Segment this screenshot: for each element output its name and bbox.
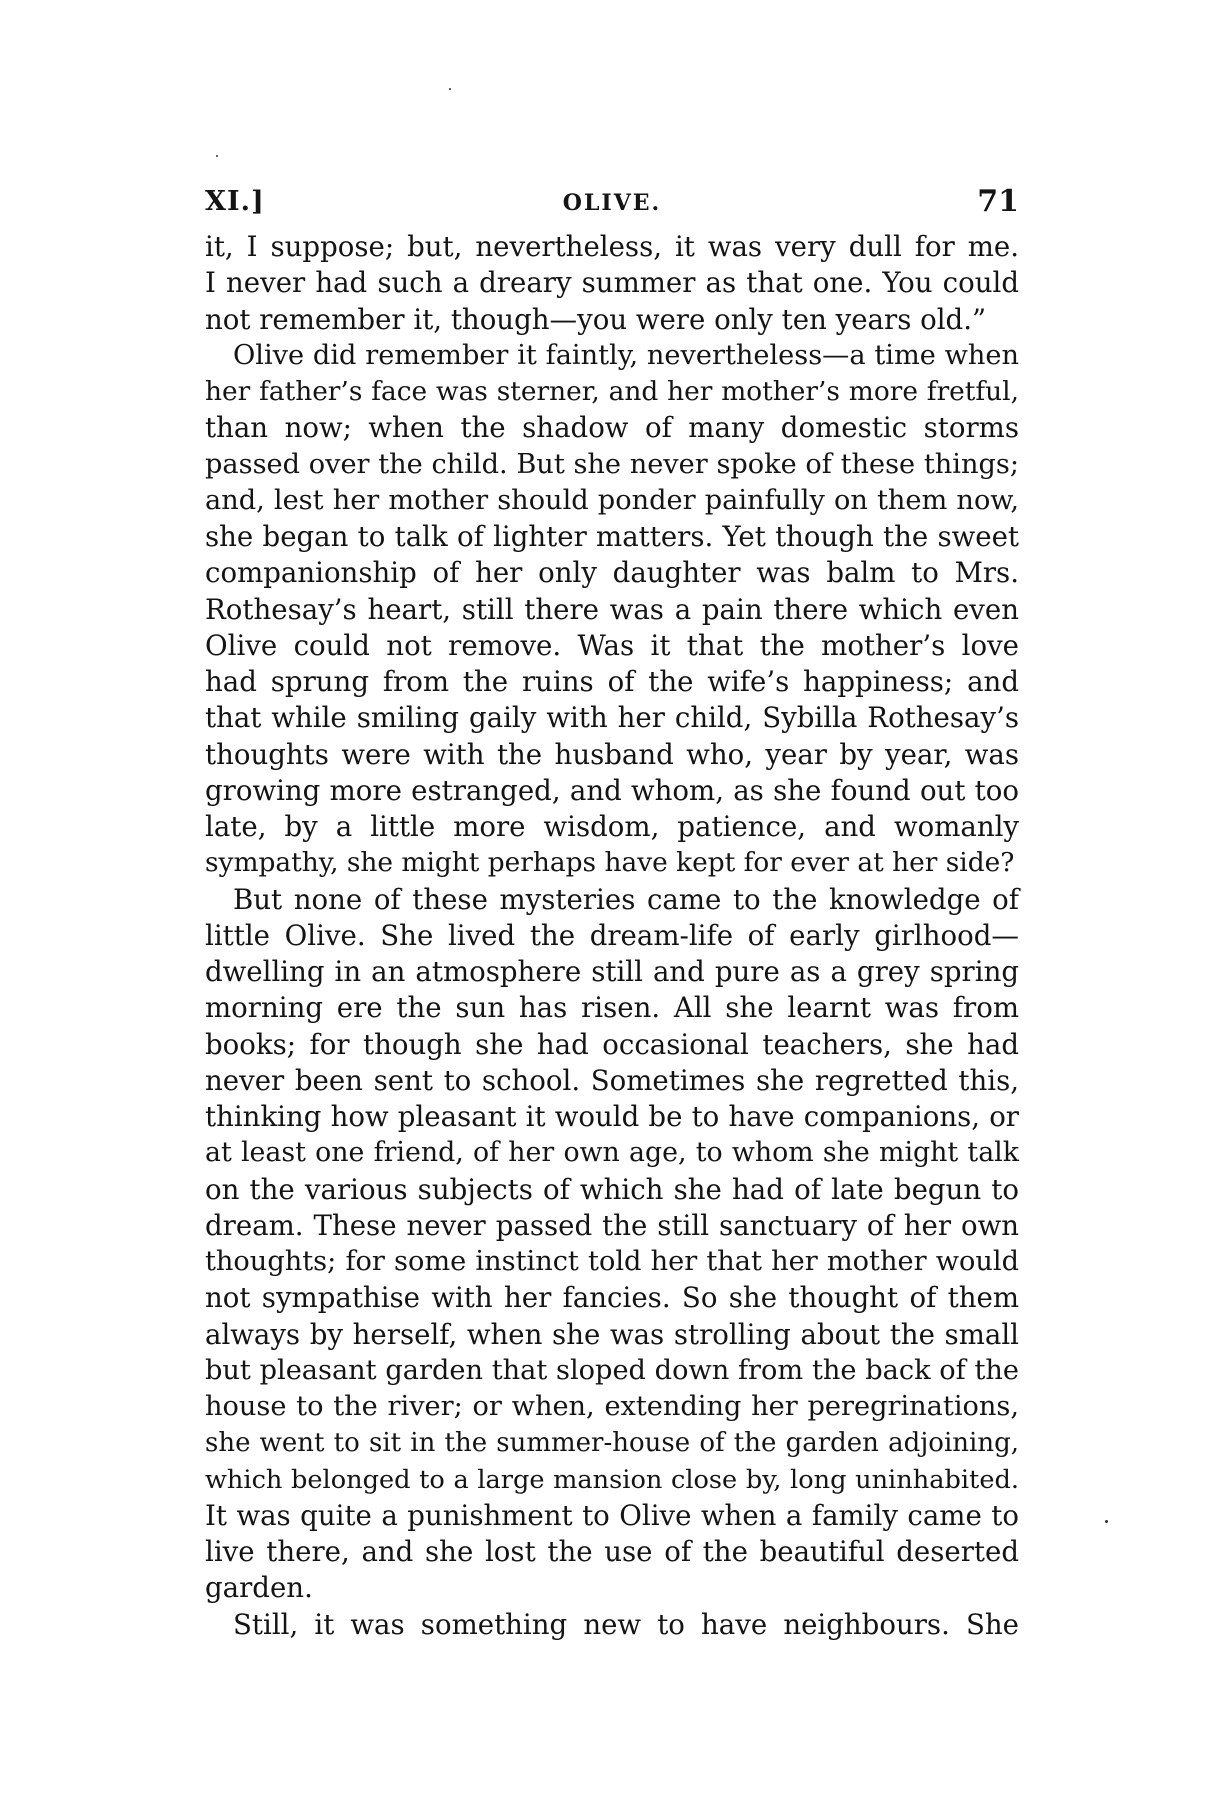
text-line: sympathy, she might perhaps have kept for ever at her side? xyxy=(205,847,1015,879)
text-line: morning ere the sun has risen. All she learnt was from xyxy=(205,991,1019,1025)
text-line: thoughts; for some instinct told her that her mother would xyxy=(205,1246,1019,1277)
print-speck xyxy=(216,155,218,157)
text-line: her father’s face was sterner, and her mother’s more fretful, xyxy=(205,376,1019,407)
paragraph-start-line: Olive did remember it faintly, nevertheless—a time when xyxy=(233,339,1019,371)
paragraph-start-line: Still, it was something new to have neighbours. She xyxy=(233,1607,1019,1641)
text-line: thoughts were with the husband who, year by year, was xyxy=(205,737,1019,771)
text-line: dwelling in an atmosphere still and pure as a grey spring xyxy=(205,955,1019,988)
running-head xyxy=(205,186,1019,226)
text-line: It was quite a punishment to Olive when a family came to xyxy=(205,1498,1019,1532)
text-line: not sympathise with her fancies. So she thought of them xyxy=(205,1281,1019,1315)
text-line: dream. These never passed the still sanctuary of her own xyxy=(205,1208,1019,1242)
text-line: she began to talk of lighter matters. Yet though the sweet xyxy=(205,520,1019,553)
text-line: Olive could not remove. Was it that the mother’s love xyxy=(205,628,1019,662)
text-line: and, lest her mother should ponder painfully on them now, xyxy=(205,484,1019,516)
text-line: that while smiling gaily with her child, Sybilla Rothesay’s xyxy=(205,701,1019,735)
text-line: always by herself, when she was strolling about the small xyxy=(205,1317,1019,1351)
chapter-marker: XI.] xyxy=(205,186,265,217)
text-line: Rothesay’s heart, still there was a pain there which even xyxy=(205,592,1019,626)
text-line: it, I suppose; but, nevertheless, it was very dull for me. xyxy=(205,230,1019,263)
text-line: little Olive. She lived the dream-life of early girlhood— xyxy=(205,918,1019,952)
text-line: I never had such a dreary summer as that one. You could xyxy=(205,266,1019,300)
text-line: at least one friend, of her own age, to whom she might talk xyxy=(205,1137,1019,1169)
body-text xyxy=(205,229,1019,1643)
text-line: growing more estranged, and whom, as she found out too xyxy=(205,773,1019,807)
print-speck xyxy=(1105,1520,1108,1523)
text-line: late, by a little more wisdom, patience, and womanly xyxy=(205,810,1019,843)
text-line: not remember it, though—you were only ten years old.” xyxy=(205,302,987,336)
text-line: companionship of her only daughter was balm to Mrs. xyxy=(205,556,1019,590)
running-title: OLIVE. xyxy=(562,190,662,216)
text-line: books; for though she had occasional teachers, she had xyxy=(205,1027,1019,1061)
print-speck xyxy=(449,88,451,90)
text-line: garden. xyxy=(205,1571,313,1605)
text-line: live there, and she lost the use of the beautiful deserted xyxy=(205,1535,1019,1568)
text-line: which belonged to a large mansion close by, long uninhabited. xyxy=(205,1464,1019,1495)
paragraph-start-line: But none of these mysteries came to the knowledge of xyxy=(233,882,1019,916)
text-line: house to the river; or when, extending her peregrinations, xyxy=(205,1391,1019,1422)
text-line: had sprung from the ruins of the wife’s happiness; and xyxy=(205,665,1019,698)
text-line: on the various subjects of which she had of late begun to xyxy=(205,1172,1019,1206)
text-line: but pleasant garden that sloped down from the back of the xyxy=(205,1354,1019,1386)
text-line: never been sent to school. Sometimes she regretted this, xyxy=(205,1063,1019,1097)
text-line: passed over the child. But she never spoke of these things; xyxy=(205,448,1019,480)
text-line: thinking how pleasant it would be to have companions, or xyxy=(205,1100,1019,1133)
page-number: 71 xyxy=(977,184,1019,219)
text-line: she went to sit in the summer-house of the garden adjoining, xyxy=(205,1428,1019,1459)
text-line: than now; when the shadow of many domestic storms xyxy=(205,411,1019,445)
